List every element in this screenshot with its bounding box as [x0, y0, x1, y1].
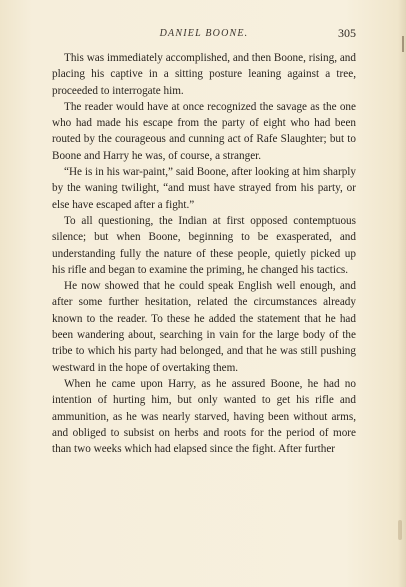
body-text [52, 50, 356, 457]
paragraph-1: This was immediately accomplished, and then Boone, rising, and placing his captive in a sitting posture leaning against a tree, proceeded to interrogate him. [52, 52, 356, 97]
page-edge-shadow [398, 0, 406, 587]
page-number: 305 [338, 26, 356, 40]
paragraph-6: When he came upon Harry, as he assured Boone, he had no intention of hurting him, but only wanted to get his rifle and ammunition, as he was nearly starved, having been without arms, and obliged to subsist on herbs and roots for the period of more than two weeks which had elapsed since the fight. After further [52, 377, 356, 456]
paragraph-4: To all questioning, the Indian at first opposed contemptuous silence; but when Boone, beginning to be exasperated, and understanding fully the nature of these people, quietly picked up his rifle and began to examine the priming, he changed his tactics. [52, 214, 356, 276]
running-head: DANIEL BOONE. [159, 28, 249, 39]
page-header [52, 26, 356, 42]
page-edge-mark [402, 36, 404, 52]
paragraph-2: The reader would have at once recognized the savage as the one who had made his escape from the party of eight who had been routed by the courageous and cunning act of Rafe Slaughter; but to Boone and Harry he was, of course, a stranger. [52, 100, 356, 162]
paragraph-5: He now showed that he could speak English well enough, and after some further hesitation, related the circumstances already known to the reader. To these he added the statement that he had been wandering about, searching in vain for the large body of the tribe to which his party had belonged, and that he was still pushing westward in the hope of overtaking them. [52, 280, 356, 374]
paragraph-3: “He is in his war-paint,” said Boone, after looking at him sharply by the waning twilight, “and must have strayed from his party, or else have escaped after a fight.” [52, 166, 356, 211]
page-smudge [398, 520, 402, 540]
